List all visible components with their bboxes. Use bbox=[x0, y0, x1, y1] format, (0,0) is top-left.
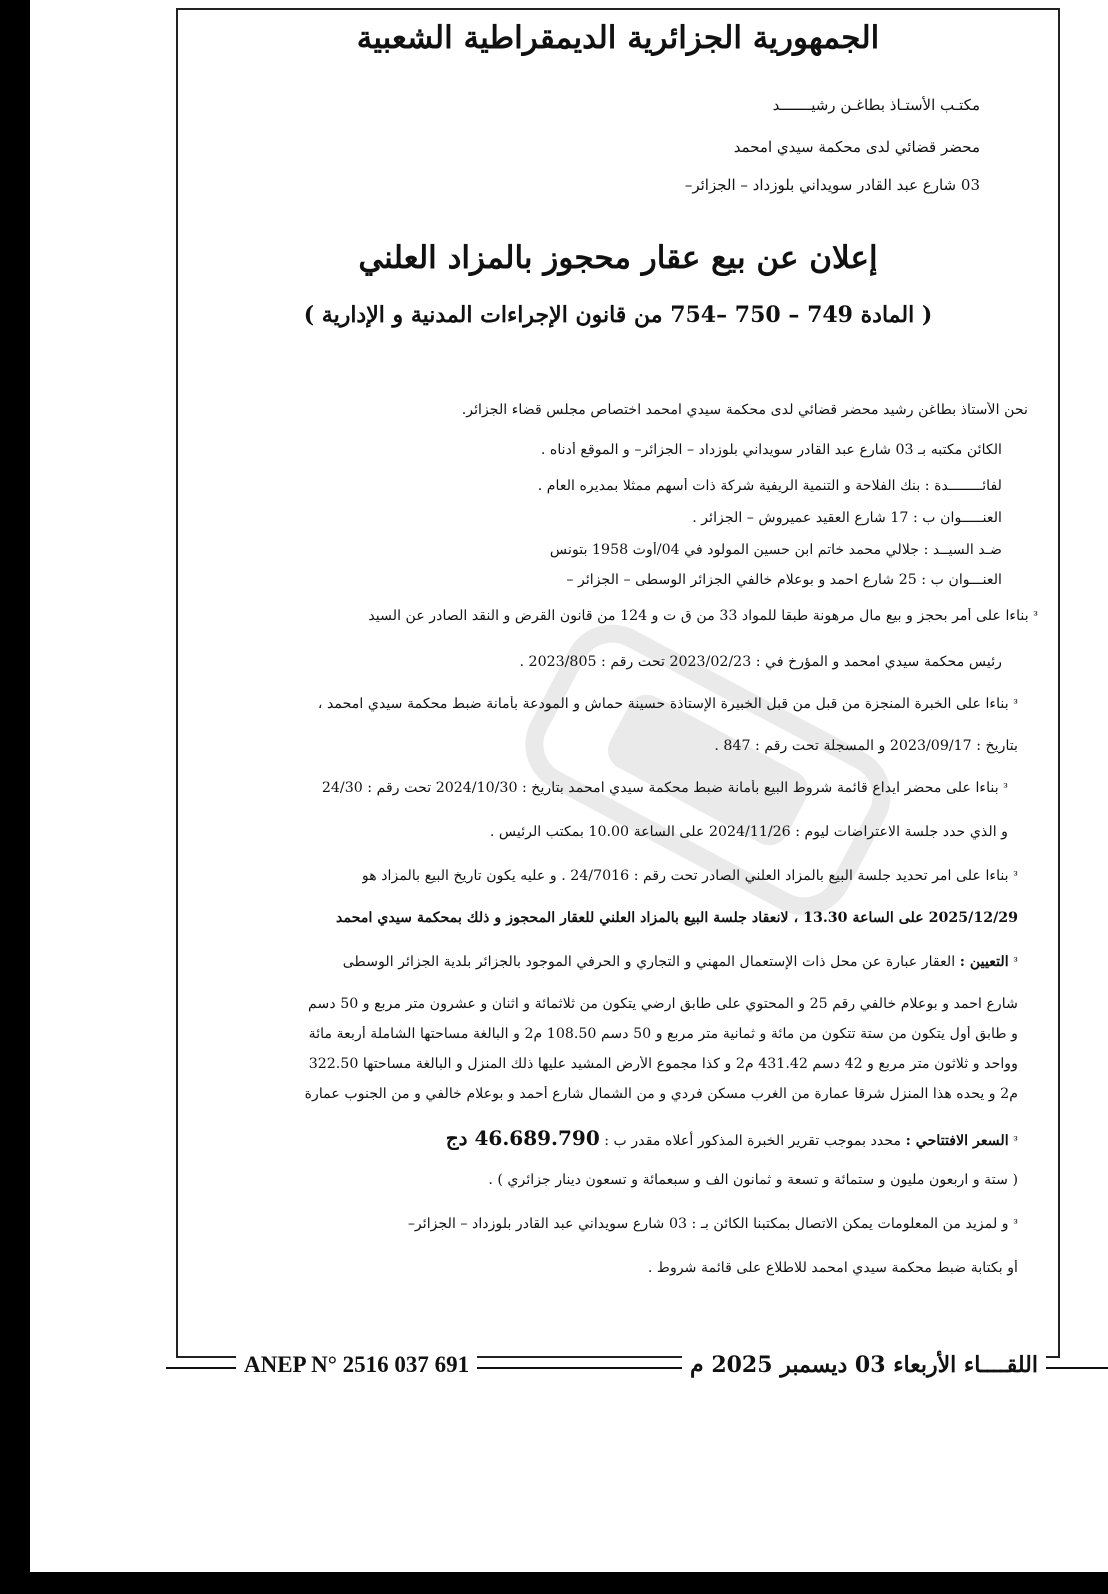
designation-line-1: ᵌ التعيين : العقار عبارة عن محل ذات الإستعمال المهني و التجاري و الحرفي الموجود بالجزائر بلدية الجزائر الوسطى bbox=[343, 954, 1018, 970]
designation-line-3: و طابق أول يتكون من ستة تتكون من مائة و ثمانية متر مربع و 50 دسم 108.50 م2 و البالغة مساحتها الشاملة أربعة مائة bbox=[308, 1026, 1018, 1042]
beneficiary-line: لفائــــــــدة : بنك الفلاحة و التنمية الريفية شركة ذات أسهم ممثلا بمديره العام . bbox=[537, 478, 1002, 494]
announcement-sheet bbox=[176, 8, 1060, 1358]
footer bbox=[166, 1350, 1108, 1384]
intro-line: نحن الأستاذ بطاغن رشيد محضر قضائي لدى محكمة سيدي امحمد اختصاص مجلس قضاء الجزائر. bbox=[461, 402, 1028, 418]
info-line-1: ᵌ و لمزيد من المعلومات يمكن الاتصال بمكتبنا الكائن بـ : 03 شارع سويداني عبد القادر بلوزداد – الجزائر– bbox=[407, 1216, 1018, 1232]
publication-date: اللقــــاء الأربعاء 03 ديسمبر 2025 م bbox=[682, 1352, 1046, 1378]
order-line-1: ᵌ بناءا على أمر بحجز و بيع مال مرهونة طبقا للمواد 33 من ق ت و 124 من قانون القرض و النقد الصادر عن السيد bbox=[368, 608, 1038, 624]
designation-line-4: وواحد و ثلاثون متر مربع و 42 دسم 431.42 م2 و كذا مجموع الأرض المشيد عليها ذلك المنزل و البالغة مساحتها 322.50 bbox=[308, 1056, 1018, 1072]
anep-number: ANEP N° 2516 037 691 bbox=[236, 1352, 477, 1378]
office-address: 03 شارع عبد القادر سويداني بلوزداد – الجزائر– bbox=[684, 176, 980, 194]
office-name: مكتـب الأستـاذ بطاغـن رشيـــــــد bbox=[772, 96, 980, 114]
price-words-line: ( ستة و اربعون مليون و ستمائة و تسعة و ثمانون الف و سبعمائة و تسعون دينار جزائري ) . bbox=[488, 1172, 1018, 1188]
conditions-line-1: ᵌ بناءا على محضر ايداع قائمة شروط البيع بأمانة ضبط محكمة سيدي امحمد بتاريخ : 2024/10/30 تحت رقم : 24/30 bbox=[321, 780, 1008, 796]
price-value: 46.689.790 دج bbox=[445, 1126, 600, 1150]
expertise-line-1: ᵌ بناءا على الخبرة المنجزة من قبل من قبل الخبيرة الإستاذة حسينة حماش و المودعة بأمانة ضبط محكمة سيدي امحمد ، bbox=[317, 696, 1018, 712]
order-line-2: رئيس محكمة سيدي امحمد و المؤرخ في : 2023/02/23 تحت رقم : 2023/805 . bbox=[519, 654, 1002, 670]
designation-line-2: شارع احمد و بوعلام خالفي رقم 25 و المحتوي على طابق ارضي يتكون من ثلاثمائة و اثنان و عشرون متر مربع و 50 دسم bbox=[308, 996, 1018, 1012]
sale-order-line-1: ᵌ بناءا على امر تحديد جلسة البيع بالمزاد العلني الصادر تحت رقم : 24/7016 . و عليه يكون تاريخ البيع بالمزاد هو bbox=[361, 868, 1018, 884]
sale-order-line-2: 2025/12/29 على الساعة 13.30 ، لانعقاد جلسة البيع بالمزاد العلني للعقار المحجوز و ذلك بمحكمة سيدي امحمد bbox=[336, 910, 1018, 926]
office-line: الكائن مكتبه بـ 03 شارع عبد القادر سويداني بلوزداد – الجزائر– و الموقع أدناه . bbox=[540, 442, 1002, 458]
price-label: السعر الافتتاحي : bbox=[906, 1133, 1009, 1150]
office-role: محضر قضائي لدى محكمة سيدي امحمد bbox=[733, 138, 980, 156]
designation-label: التعيين : bbox=[960, 954, 1009, 970]
conditions-line-2: و الذي حدد جلسة الاعتراضات ليوم : 2024/11/26 على الساعة 10.00 بمكتب الرئيس . bbox=[489, 824, 1008, 840]
designation-line-5: م2 و يحده هذا المنزل شرقا عمارة من الغرب مسكن فردي و من الشمال شارع أحمد و بوعلام خالفي و من الجنوب عمارة bbox=[304, 1086, 1018, 1102]
beneficiary-address-line: العنـــــوان ب : 17 شارع العقيد عميروش – الجزائر . bbox=[692, 510, 1002, 526]
info-line-2: أو بكتابة ضبط محكمة سيدي امحمد للاطلاع على قائمة شروط . bbox=[647, 1260, 1018, 1276]
expertise-line-2: بتاريخ : 2023/09/17 و المسجلة تحت رقم : 847 . bbox=[714, 738, 1018, 754]
price-line: ᵌ السعر الافتتاحي : محدد بموجب تقرير الخبرة المذكور أعلاه مقدر ب : 46.689.790 دج bbox=[445, 1126, 1018, 1150]
scan-left-border bbox=[0, 0, 30, 1594]
republic-title: الجمهورية الجزائرية الديمقراطية الشعبية bbox=[356, 20, 880, 56]
announcement-heading: إعلان عن بيع عقار محجوز بالمزاد العلني bbox=[178, 240, 1058, 276]
against-address-line: العنـــوان ب : 25 شارع احمد و بوعلام خالفي الجزائر الوسطى – الجزائر – bbox=[566, 572, 1002, 588]
against-line: ضـد السيــد : جلالي محمد خاتم ابن حسين المولود في 04/أوت 1958 بتونس bbox=[549, 542, 1002, 558]
announcement-subheading: ( المادة 749 – 750 –754 من قانون الإجراءات المدنية و الإدارية ) bbox=[178, 302, 1058, 328]
scan-bottom-border bbox=[0, 1572, 1108, 1594]
